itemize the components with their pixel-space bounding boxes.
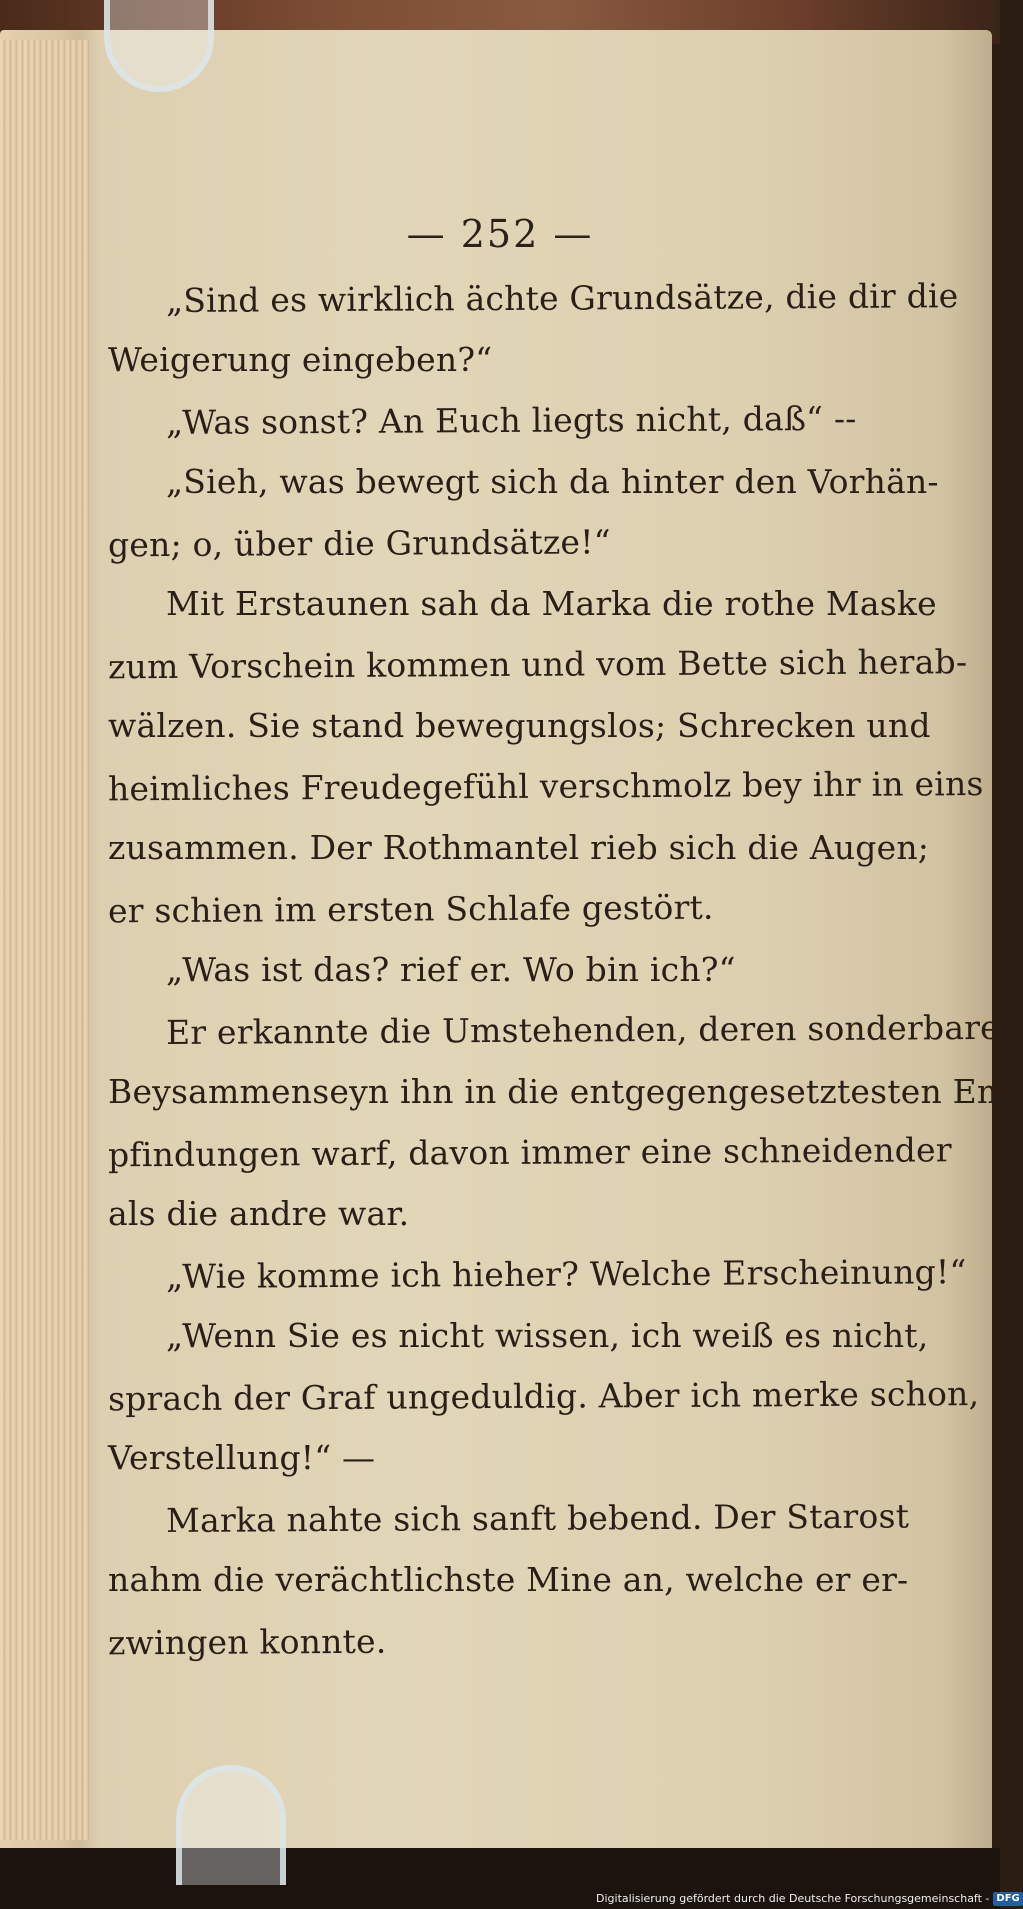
text-line: „Sieh, was bewegt sich da hinter den Vorhän- xyxy=(166,462,939,501)
text-line: Marka nahte sich sanft bebend. Der Starost xyxy=(165,1496,910,1541)
text-line: pfindungen warf, davon immer eine schneidender xyxy=(107,1130,952,1175)
text-line: Er erkannte die Umstehenden, deren sonderbares xyxy=(165,1007,1018,1053)
text-line: als die andre war. xyxy=(108,1194,410,1233)
text-line: gen; o, über die Grundsätze!“ xyxy=(107,522,611,565)
text-line: „Sind es wirklich ächte Grundsätze, die dir die xyxy=(165,276,959,321)
text-line: Mit Erstaunen sah da Marka die rothe Maske xyxy=(166,584,937,623)
page-clip-bottom xyxy=(176,1765,286,1885)
text-line: „Was sonst? An Euch liegts nicht, daß“ -- xyxy=(165,398,857,443)
text-line: „Was ist das? rief er. Wo bin ich?“ xyxy=(166,950,736,989)
text-line: Beysammenseyn ihn in die entgegengesetztesten Em- xyxy=(108,1072,1020,1111)
text-line: wälzen. Sie stand bewegungslos; Schrecken und xyxy=(108,706,931,745)
dfg-logo-icon: DFG xyxy=(993,1892,1022,1906)
text-line: „Wie komme ich hieher? Welche Erscheinung!“ xyxy=(165,1252,967,1297)
text-line: „Wenn Sie es nicht wissen, ich weiß es nicht, xyxy=(166,1316,929,1355)
page-stack-edge xyxy=(0,40,90,1840)
text-line: nahm die verächtlichste Mine an, welche er er- xyxy=(108,1560,909,1599)
text-line: sprach der Graf ungeduldig. Aber ich merke schon, xyxy=(107,1374,980,1419)
text-line: zusammen. Der Rothmantel rieb sich die Augen; xyxy=(108,828,930,867)
text-line: heimliches Freudegefühl verschmolz bey ihr in eins xyxy=(107,764,984,809)
text-line: zwingen konnte. xyxy=(107,1621,387,1663)
text-line: zum Vorschein kommen und vom Bette sich herab- xyxy=(107,642,968,687)
page-text xyxy=(107,268,1020,1671)
digitization-footer xyxy=(596,1889,1023,1909)
text-line: Verstellung!“ — xyxy=(108,1438,376,1477)
text-line: Weigerung eingeben?“ xyxy=(108,340,493,379)
text-line: er schien im ersten Schlafe gestört. xyxy=(107,887,714,931)
footer-credit-text: Digitalisierung gefördert durch die Deutsche Forschungsgemeinschaft - xyxy=(596,1892,990,1905)
page-number: — 252 — xyxy=(406,212,594,256)
